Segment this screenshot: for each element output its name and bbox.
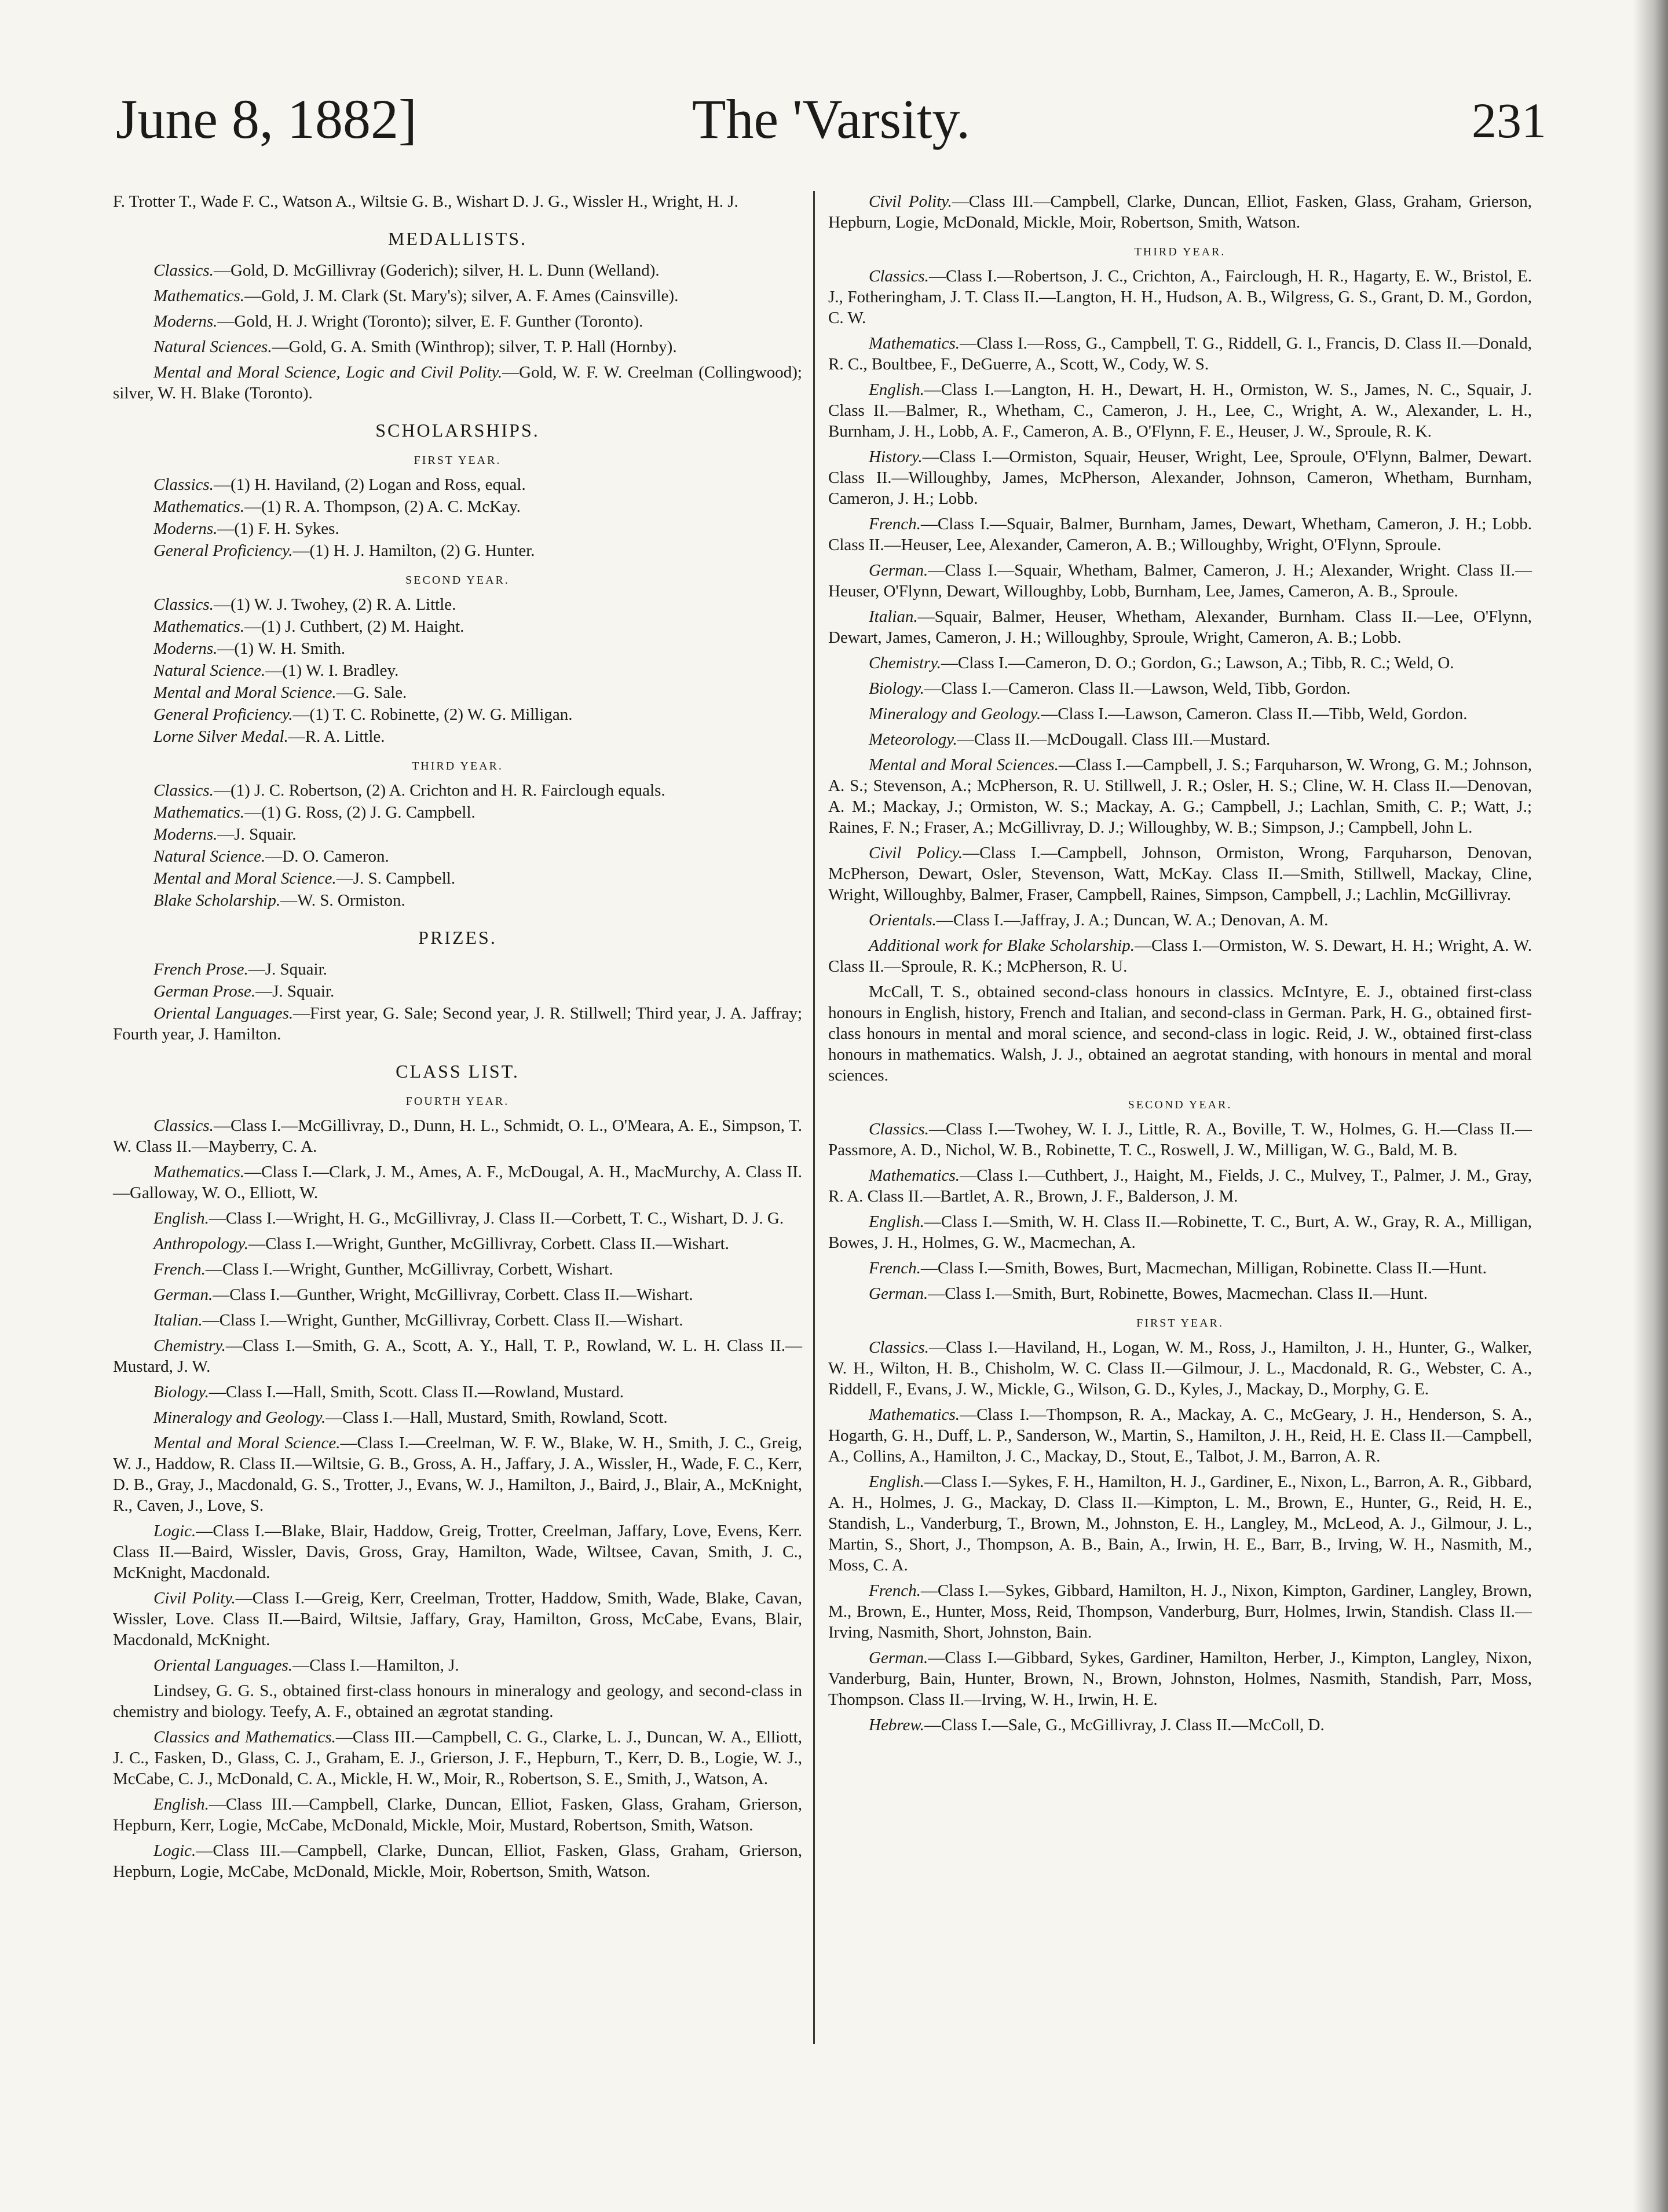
entry-text: —W. S. Ormiston. [280, 891, 405, 910]
entry [828, 1580, 1532, 1643]
entry-text: —(1) H. J. Hamilton, (2) G. Hunter. [292, 541, 535, 560]
entry-subject: French. [869, 1581, 921, 1600]
second-year-heading: SECOND YEAR. [1128, 1098, 1232, 1111]
entry [113, 890, 802, 911]
entry [828, 606, 1532, 648]
entry-subject: Mineralogy and Geology. [869, 705, 1041, 723]
entry-text: —Class I.—Blake, Blair, Haddow, Greig, Trotter, Creelman, Jaffary, Love, Evens, Kerr. Class II.—Baird, Wissler, Davis, Gross, Gray, Hamilton, Wade, Wiltsee, Cavan, Smith, J. C., McKnight, Macdonald. [113, 1522, 802, 1582]
entry-text: —Class I.—Gunther, Wright, McGillivray, Corbett. Class II.—Wishart. [213, 1286, 693, 1304]
entry [828, 729, 1532, 750]
entry-text: —D. O. Cameron. [265, 847, 389, 866]
entry-text: —Class I.—Wright, Gunther, McGillivray, Corbett. Class II.—Wishart. [202, 1311, 683, 1330]
entry-text: —Class I.—Twohey, W. I. J., Little, R. A., Boville, T. W., Holmes, G. H.—Class II.—Passmore, A. D., Nichol, W. B., Robinette, T. C., Roswell, J. W., Milligan, W. G., Bald, M. B. [828, 1120, 1532, 1159]
scholarships-first-year-heading: FIRST YEAR. [414, 454, 502, 467]
entry-text: —(1) F. H. Sykes. [217, 519, 339, 538]
entry-subject: Mathematics. [153, 803, 245, 822]
entry-subject: Moderns. [153, 639, 218, 658]
scholarships-first-year-list [113, 474, 802, 561]
entry [113, 1003, 802, 1045]
entry-subject: Mental and Moral Science. [153, 869, 336, 888]
entry-subject: Lorne Silver Medal. [153, 727, 288, 746]
entry [828, 843, 1532, 905]
scholarships-heading: SCHOLARSHIPS. [375, 420, 540, 441]
entry-text: —(1) H. Haviland, (2) Logan and Ross, equal. [213, 475, 526, 494]
entry [113, 1310, 802, 1331]
entry [113, 1162, 802, 1203]
entry-text: —Gold, D. McGillivray (Goderich); silver, H. L. Dunn (Welland). [213, 261, 660, 280]
entry-subject: Mineralogy and Geology. [153, 1408, 326, 1427]
entry-subject: Blake Scholarship. [153, 891, 281, 910]
right-column [828, 191, 1532, 1740]
entry [113, 362, 802, 404]
continued-list [828, 191, 1532, 233]
entry-subject: Italian. [153, 1311, 203, 1330]
entry-subject: History. [869, 448, 923, 466]
entry-text: —Class III.—Campbell, C. G., Clarke, L. J., Duncan, W. A., Elliott, J. C., Fasken, D., Glass, C. J., Graham, E. J., Grierson, J. F., Hepburn, T., Kerr, D. B., Logie, W. J., McCabe, C. J., McDonald, C. A., Mickle, H. W., Moir, R., Robertson, S. E., Smith, J., Watson, A. [113, 1728, 802, 1788]
entry-text: —Class I.—Robertson, J. C., Crichton, A., Fairclough, H. R., Hagarty, E. W., Bristol, E. J., Fotheringham, J. T. Class II.—Langton, H. H., Hudson, A. B., Wilgress, G. S., Grant, D. M., Gordon, C. W. [828, 267, 1532, 327]
entry-subject: Classics. [153, 261, 214, 280]
entry-text: —Class I.—Squair, Balmer, Burnham, James, Dewart, Whetham, Cameron, J. H.; Lobb. Class II.—Heuser, Lee, Alexander, Cameron, A. B.; Willoughby, Wright, O'Flynn, Sproule. [828, 515, 1532, 554]
entry-text: —Class I.—Sykes, F. H., Hamilton, H. J., Gardiner, E., Nixon, L., Barron, A. R., Gibbard, A. H., Holmes, J. G., Mackay, D. Class II.—Kimpton, L. M., Brown, E., Hunter, G., Reid, H. E., Standish, L., Vanderburg, T., Brown, M., Johnston, E. H., Langley, M., McLeod, A. J., Gilmour, J. L., Martin, S., Short, J., Thompson, A. B., Bain, A., Irwin, H. E., Barr, B., Irving, W. H., Nasmith, M., Moss, C. A. [828, 1473, 1532, 1574]
entry [113, 1407, 802, 1428]
masthead-title: The 'Varsity. [692, 88, 971, 150]
entry-subject: Oriental Languages. [153, 1656, 293, 1675]
entry [113, 311, 802, 332]
entry-text: —Class I.—Langton, H. H., Dewart, H. H., Ormiston, W. S., James, N. C., Squair, J. Class II.—Balmer, R., Whetham, C., Cameron, J. H., Lee, C., Wright, A. W., Alexander, L. H., Burnham, J. H., Lobb, A. F., Cameron, A. B., O'Flynn, F. E., Heuser, J. W., Sproule, R. K. [828, 380, 1532, 441]
entry [113, 868, 802, 889]
entry-subject: Natural Science. [153, 847, 266, 866]
class-list-heading: CLASS LIST. [396, 1061, 520, 1082]
third-year-heading: THIRD YEAR. [1134, 246, 1226, 258]
entry-text: —J. Squair. [248, 960, 327, 979]
entry-text: —Class I.—Campbell, Johnson, Ormiston, Wrong, Farquharson, Denovan, McPherson, Dewart, Osler, Stevenson, Watt, McKay. Class II.—Smith, Stillwell, Mackay, Cline, Wright, Willoughby, Balmer, Fraser, Campbell, Raines, Simpson, Campbell, J.; Lachlin, McGillivray. [828, 844, 1532, 904]
second-year-list [828, 1119, 1532, 1304]
fourth-year-heading: FOURTH YEAR. [405, 1095, 510, 1108]
entry-subject: Mental and Moral Sciences. [869, 756, 1059, 774]
entry [113, 1433, 802, 1516]
entry-text: —Class I.—Hamilton, J. [292, 1656, 459, 1675]
entry-text: —First year, G. Sale; Second year, J. R. Stillwell; Third year, J. A. Jaffray; Fourth year, J. Hamilton. [113, 1004, 802, 1043]
entry [113, 474, 802, 495]
entry-subject: Biology. [153, 1383, 209, 1401]
entry [828, 191, 1532, 233]
entry-subject: Mathematics. [153, 1163, 245, 1181]
entry-subject: Moderns. [153, 519, 218, 538]
entry-subject: Logic. [153, 1841, 196, 1860]
entry-subject: English. [869, 380, 924, 399]
entry-subject: Hebrew. [869, 1716, 924, 1734]
scholarships-second-year-heading: SECOND YEAR. [405, 574, 510, 587]
entry-subject: Moderns. [153, 312, 218, 331]
entry-text: —Gold, W. F. W. Creelman (Collingwood); silver, W. H. Blake (Toronto). [113, 363, 802, 402]
entry [828, 755, 1532, 838]
scholarships-third-year-list [113, 780, 802, 911]
entry [828, 653, 1532, 673]
entry-subject: English. [869, 1213, 924, 1231]
entry-subject: Anthropology. [153, 1235, 249, 1253]
prizes-list [113, 959, 802, 1045]
entry [113, 540, 802, 561]
entry [113, 1284, 802, 1305]
entry-text: —J. Squair. [255, 982, 335, 1001]
entry [113, 1588, 802, 1650]
first-year-list [828, 1337, 1532, 1735]
entry-text: —Class I.—Smith, Bowes, Burt, Macmechan, Milligan, Robinette. Class II.—Hunt. [920, 1259, 1487, 1277]
first-year-heading: FIRST YEAR. [1136, 1317, 1224, 1330]
medallists-list [113, 260, 802, 404]
entry-subject: Classics. [869, 267, 929, 285]
entry [828, 1647, 1532, 1710]
entry-text: —Class I.—Campbell, J. S.; Farquharson, W. Wrong, G. M.; Johnson, A. S.; Stevenson, A.; McPherson, R. U. Stillwell, J. R.; Osler, H. S.; Cline, W. H. Class II.—Denovan, A. M.; Mackay, J.; Ormiston, W. S.; Mackay, A. G.; Campbell, J.; Lachlan, Smith, C. P.; Watt, J.; Raines, F. N.; Fraser, A.; McGillivray, D. J.; Willoughby, W. B.; Simpson, J.; Campbell, John L. [828, 756, 1532, 837]
scholarships-third-year-heading: THIRD YEAR. [412, 760, 503, 772]
entry-subject: Civil Policy. [869, 844, 963, 862]
entry [113, 1233, 802, 1254]
page-header [116, 87, 1546, 162]
entry [113, 959, 802, 980]
entry [828, 1119, 1532, 1160]
entry [113, 1794, 802, 1836]
entry-subject: Civil Polity. [869, 192, 952, 211]
entry-text: —(1) T. C. Robinette, (2) W. G. Milligan. [292, 705, 573, 724]
entry-text: —Class I.—Cuthbert, J., Haight, M., Fields, J. C., Mulvey, T., Palmer, J. M., Gray, R. A. Class II.—Bartlet, A. R., Brown, J. F., Balderson, J. M. [828, 1166, 1532, 1206]
entry [828, 704, 1532, 724]
entry-text: —Class I.—Cameron. Class II.—Lawson, Weld, Tibb, Gordon. [924, 679, 1351, 698]
entry-text: —Class I.—Wright, Gunther, McGillivray, Corbett. Class II.—Wishart. [248, 1235, 729, 1253]
entry [113, 1655, 802, 1676]
entry-subject: Natural Science. [153, 661, 266, 680]
entry [113, 260, 802, 281]
entry-text: —Class I.—Wright, Gunther, McGillivray, Corbett, Wishart. [205, 1260, 613, 1279]
entry [113, 1727, 802, 1789]
entry-subject: Additional work for Blake Scholarship. [869, 936, 1135, 955]
entry-subject: Biology. [869, 679, 924, 698]
entry-subject: Mathematics. [869, 334, 960, 353]
entry [828, 982, 1532, 1086]
binding-shadow [1633, 0, 1668, 2212]
entry-text: —R. A. Little. [288, 727, 385, 746]
entry-subject: Mental and Moral Science, Logic and Civil Polity. [153, 363, 503, 382]
entry-text: —(1) J. Cuthbert, (2) M. Haight. [244, 617, 464, 636]
entry-text: —(1) W. J. Twohey, (2) R. A. Little. [213, 595, 456, 614]
entry-subject: Mathematics. [153, 617, 245, 636]
entry-text: —Class I.—Ormiston, Squair, Heuser, Wright, Lee, Sproule, O'Flynn, Balmer, Dewart. Class II.—Willoughby, James, McPherson, Alexander, Johnson, Cameron, Whetham, Burnham, Cameron, J. H.; Lobb. [828, 448, 1532, 508]
entry-subject: Classics. [153, 1116, 214, 1135]
entry-subject: Oriental Languages. [153, 1004, 294, 1023]
entry-subject: Mathematics. [153, 497, 245, 516]
entry-subject: Mathematics. [869, 1405, 960, 1424]
entry [113, 1521, 802, 1583]
entry-text: —Class I.—Jaffray, J. A.; Duncan, W. A.; Denovan, A. M. [936, 911, 1329, 929]
entry-subject: Meteorology. [869, 730, 957, 749]
entry-subject: Mathematics. [869, 1166, 960, 1185]
entry [828, 935, 1532, 977]
entry [828, 1471, 1532, 1576]
entry-text: —Class I.—McGillivray, D., Dunn, H. L., Schmidt, O. L., O'Meara, A. E., Simpson, T. W. Class II.—Mayberry, C. A. [113, 1116, 802, 1156]
left-column [113, 191, 802, 1887]
entry-text: —Class II.—McDougall. Class III.—Mustard. [957, 730, 1271, 749]
entry [113, 660, 802, 681]
entry-text: —Squair, Balmer, Heuser, Whetham, Alexander, Burnham. Class II.—Lee, O'Flynn, Dewart, James, Cameron, J. H.; Willoughby, Sproule, Wright, Cameron, A. B.; Lobb. [828, 607, 1532, 647]
entry-text: —Class I.—Smith, W. H. Class II.—Robinette, T. C., Burt, A. W., Gray, R. A., Milligan, Bowes, J. H., Holmes, G. W., Macmechan, A. [828, 1213, 1532, 1252]
entry-text: —Class I.—Wright, H. G., McGillivray, J. Class II.—Corbett, T. C., Wishart, D. J. G. [209, 1209, 784, 1228]
entry-text: —Class I.—Squair, Whetham, Balmer, Cameron, J. H.; Alexander, Wright. Class II.—Heuser, O'Flynn, Dewart, Willoughby, Lobb, Burnham, Lee, James, Cameron, A. B., Sproule. [828, 561, 1532, 600]
entry-text: —Class I.—Hall, Smith, Scott. Class II.—Rowland, Mustard. [209, 1383, 624, 1401]
entry [828, 910, 1532, 931]
third-year-list [828, 266, 1532, 1086]
entry-text: —Gold, H. J. Wright (Toronto); silver, E. F. Gunther (Toronto). [217, 312, 643, 331]
prizes-heading: PRIZES. [418, 927, 497, 948]
entry-subject: French Prose. [153, 960, 248, 979]
entry [113, 1259, 802, 1280]
entry-text: —Class I.—Hall, Mustard, Smith, Rowland, Scott. [325, 1408, 668, 1427]
entry-text: —Gold, J. M. Clark (St. Mary's); silver, A. F. Ames (Cainsville). [244, 287, 679, 305]
entry-text: —G. Sale. [336, 683, 407, 702]
entry [113, 1208, 802, 1229]
entry [113, 1680, 802, 1722]
entry [113, 780, 802, 801]
column-rule [813, 191, 815, 2044]
intro-paragraph: F. Trotter T., Wade F. C., Watson A., Wiltsie G. B., Wishart D. J. G., Wissler H., Wright, H. J. [113, 192, 738, 211]
entry-subject: Classics and Mathematics. [153, 1728, 336, 1746]
entry-text: —Class I.—Creelman, W. F. W., Blake, W. H., Smith, J. C., Greig, W. J., Haddow, R. Class II.—Wiltsie, G. B., Gross, A. H., Jaffary, J. A., Wissler, H., Wade, F. C., Kerr, D. B., Gray, J., Macdonald, G. S., Trotter, J., Evans, W. J., Hamilton, J., Baird, J., Blair, A., McKnight, R., Caven, J., Love, S. [113, 1434, 803, 1515]
entry-subject: English. [153, 1209, 209, 1228]
entry [828, 514, 1532, 555]
entry-text: —J. Squair. [217, 825, 297, 844]
entry-subject: French. [869, 1259, 921, 1277]
entry-text: Lindsey, G. G. S., obtained first-class honours in mineralogy and geology, and second-class in chemistry and biology. Teefy, A. F., obtained an ægrotat standing. [113, 1682, 802, 1721]
entry [828, 1165, 1532, 1207]
entry-subject: German. [869, 561, 928, 580]
entry-text: —Class I.—Haviland, H., Logan, W. M., Ross, J., Hamilton, J. H., Hunter, G., Walker, W. H., Wilton, H. B., Chisholm, W. C. Class II.—Gilmour, J. L., Macdonald, R. G., Webster, C. A., Riddell, F., Evans, J. W., Mickle, G., Wilson, G. D., Kyles, J., Mackay, D., Morphy, G. E. [828, 1338, 1532, 1398]
entry-text: McCall, T. S., obtained second-class honours in classics. McIntyre, E. J., obtained first-class honours in English, history, French and Italian, and second-class in German. Park, H. G., obtained first-class honours in mental and moral science, and second-class in logic. Reid, J. W., obtained first-class honours in mathematics. Walsh, J. J., obtained an aegrotat standing, with honours in mental and moral sciences. [828, 983, 1532, 1085]
entry [828, 560, 1532, 602]
entry-text: —Class I.—Ross, G., Campbell, T. G., Riddell, G. I., Francis, D. Class II.—Donald, R. C., Boultbee, F., DeGuerre, A., Scott, W., Cody, W. S. [828, 334, 1532, 373]
medallists-heading: MEDALLISTS. [387, 228, 528, 249]
entry-subject: Mental and Moral Science. [153, 1434, 341, 1452]
entry-subject: French. [869, 515, 921, 533]
entry-subject: Chemistry. [153, 1336, 226, 1355]
entry [828, 379, 1532, 442]
entry [113, 704, 802, 725]
scholarships-second-year-list [113, 594, 802, 747]
entry-text: —Class III.—Campbell, Clarke, Duncan, Elliot, Fasken, Glass, Graham, Grierson, Hepburn, Kerr, Logie, McCabe, McDonald, Mickle, Moir, Mustard, Robertson, Smith, Watson. [113, 1795, 802, 1834]
entry [113, 726, 802, 747]
entry [113, 846, 802, 867]
entry-subject: German Prose. [153, 982, 256, 1001]
entry-subject: German. [153, 1286, 213, 1304]
entry-subject: General Proficiency. [153, 705, 293, 724]
entry-subject: Classics. [153, 781, 214, 800]
entry-subject: French. [153, 1260, 206, 1279]
entry [113, 285, 802, 306]
entry-text: —Class I.—Smith, G. A., Scott, A. Y., Hall, T. P., Rowland, W. L. H. Class II.—Mustard, J. W. [113, 1336, 802, 1376]
entry-subject: Italian. [869, 607, 918, 626]
entry-text: —J. S. Campbell. [336, 869, 456, 888]
entry [113, 594, 802, 615]
entry-subject: Logic. [153, 1522, 196, 1540]
entry [113, 824, 802, 845]
entry-subject: Moderns. [153, 825, 218, 844]
entry-subject: Mathematics. [153, 287, 245, 305]
entry [828, 1283, 1532, 1304]
entry-text: —Class I.—Smith, Burt, Robinette, Bowes, Macmechan. Class II.—Hunt. [928, 1284, 1428, 1303]
entry-text: —Class I.—Sale, G., McGillivray, J. Class II.—McColl, D. [924, 1716, 1325, 1734]
entry [113, 496, 802, 517]
entry-text: —Class I.—Clark, J. M., Ames, A. F., McDougal, A. H., MacMurchy, A. Class II.—Galloway, W. O., Elliott, W. [113, 1163, 802, 1202]
entry-text: —Class I.—Sykes, Gibbard, Hamilton, H. J., Nixon, Kimpton, Gardiner, Langley, Brown, M., Brown, E., Hunter, Moss, Reid, Thompson, Vanderburg, Burr, Holmes, Irwin, Standish. Class II.—Irving, Nasmith, Short, Johnston, Bain. [828, 1581, 1532, 1642]
entry-text: —(1) J. C. Robertson, (2) A. Crichton and H. R. Fairclough equals. [213, 781, 665, 800]
entry-text: —(1) R. A. Thompson, (2) A. C. McKay. [244, 497, 521, 516]
entry [113, 682, 802, 703]
entry-subject: Chemistry. [869, 654, 941, 672]
page-number: 231 [1472, 93, 1546, 148]
entry-text: —Class III.—Campbell, Clarke, Duncan, Elliot, Fasken, Glass, Graham, Grierson, Hepburn, Logie, McCabe, McDonald, Mickle, Moir, Robertson, Smith, Watson. [113, 1841, 802, 1881]
entry-subject: English. [153, 1795, 209, 1814]
entry-text: —Class I.—Thompson, R. A., Mackay, A. C., McGeary, J. H., Henderson, S. A., Hogarth, G. H., Duff, L. P., Sanderson, W., Martin, S., Hamilton, J. H., Reid, H. E. Class II.—Campbell, A., Collins, A., Hamilton, J. C., Mackay, D., Stout, E., Talbot, J. M., Barron, A. R. [828, 1405, 1532, 1466]
entry [113, 638, 802, 659]
entry-subject: Classics. [153, 475, 214, 494]
entry [828, 446, 1532, 509]
entry [113, 616, 802, 637]
entry-text: —Gold, G. A. Smith (Winthrop); silver, T. P. Hall (Hornby). [272, 338, 677, 356]
entry-subject: General Proficiency. [153, 541, 293, 560]
entry-subject: Classics. [153, 595, 214, 614]
entry-subject: Classics. [869, 1338, 929, 1357]
entry-text: —Class I.—Ormiston, W. S. Dewart, H. H.; Wright, A. W. Class II.—Sproule, R. K.; McPherson, R. U. [828, 936, 1532, 976]
entry [828, 678, 1532, 699]
entry-text: —(1) W. H. Smith. [217, 639, 346, 658]
entry [113, 336, 802, 357]
entry-subject: German. [869, 1284, 928, 1303]
entry [828, 1258, 1532, 1279]
entry [113, 1115, 802, 1157]
entry [828, 1404, 1532, 1467]
entry-text: —(1) G. Ross, (2) J. G. Campbell. [244, 803, 475, 822]
entry [828, 1211, 1532, 1253]
entry-text: —Class III.—Campbell, Clarke, Duncan, Elliot, Fasken, Glass, Graham, Grierson, Hepburn, Logie, McDonald, Mickle, Moir, Robertson, Smith, Watson. [828, 192, 1532, 232]
entry-subject: English. [869, 1473, 924, 1491]
entry [113, 981, 802, 1002]
entry-subject: Civil Polity. [153, 1589, 236, 1607]
entry-subject: Classics. [869, 1120, 929, 1138]
entry-subject: Orientals. [869, 911, 937, 929]
entry-subject: Natural Sciences. [153, 338, 272, 356]
entry-subject: German. [869, 1649, 928, 1667]
entry [113, 518, 802, 539]
entry-text: —(1) W. I. Bradley. [265, 661, 399, 680]
entry-text: —Class I.—Lawson, Cameron. Class II.—Tibb, Weld, Gordon. [1041, 705, 1468, 723]
entry-text: —Class I.—Gibbard, Sykes, Gardiner, Hamilton, Herber, J., Kimpton, Langley, Nixon, Vanderburg, Bain, Hunter, Brown, N., Brown, Johnston, Holmes, Nasmith, Standish, Parr, Moss, Thompson. Class II.—Irving, W. H., Irwin, H. E. [828, 1649, 1532, 1709]
entry [828, 266, 1532, 328]
issue-date: June 8, 1882] [116, 88, 417, 150]
entry [113, 1840, 802, 1882]
fourth-year-list [113, 1115, 802, 1882]
entry-subject: Mental and Moral Science. [153, 683, 336, 702]
entry-text: —Class I.—Cameron, D. O.; Gordon, G.; Lawson, A.; Tibb, R. C.; Weld, O. [941, 654, 1454, 672]
entry [828, 1337, 1532, 1400]
entry [113, 1382, 802, 1402]
entry [113, 1335, 802, 1377]
entry-text: —Class I.—Greig, Kerr, Creelman, Trotter, Haddow, Smith, Wade, Blake, Cavan, Wissler, Love. Class II.—Baird, Wiltsie, Jaffary, Gray, Hamilton, Gross, McCabe, Evans, Blair, Macdonald, McKnight. [113, 1589, 802, 1649]
entry [828, 333, 1532, 375]
entry [113, 802, 802, 823]
entry [828, 1715, 1532, 1735]
